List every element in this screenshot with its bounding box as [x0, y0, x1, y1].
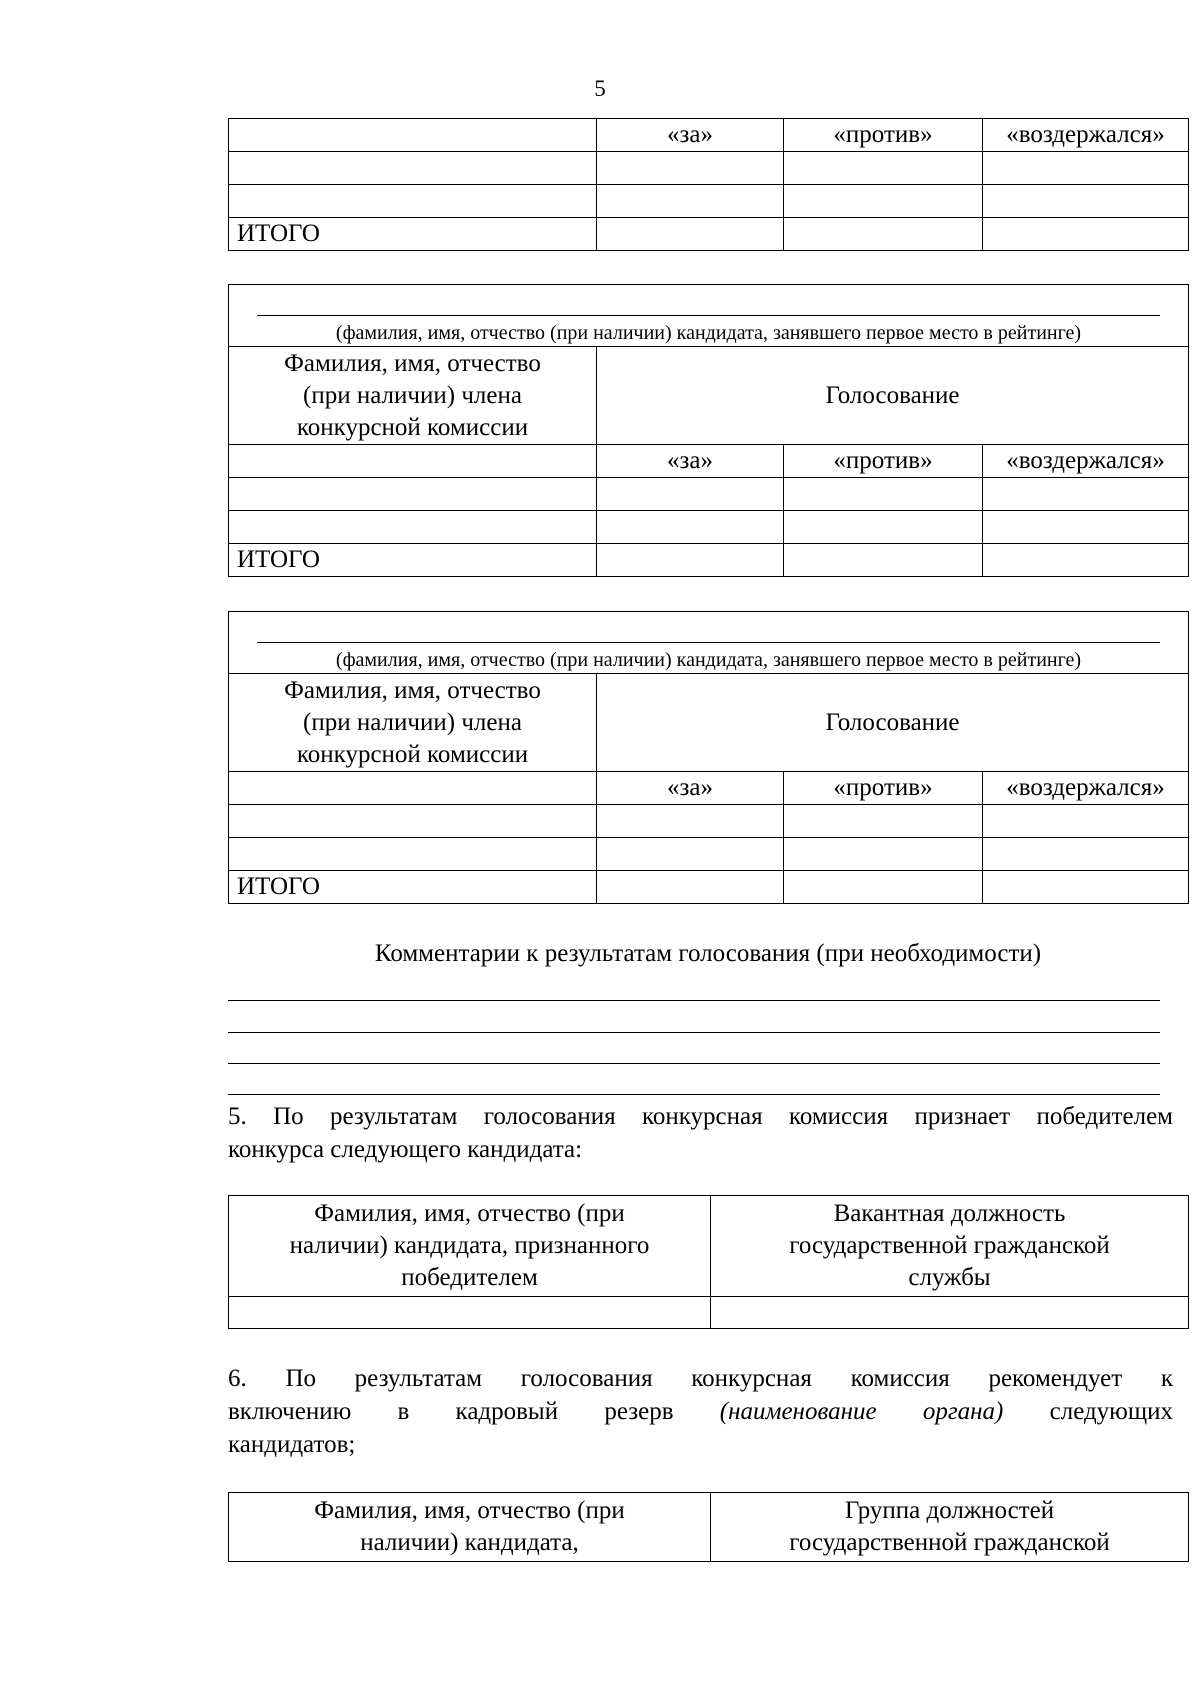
candidate-caption-cell [229, 612, 1189, 674]
header-row [229, 1196, 1189, 1297]
comment-line [228, 1032, 1160, 1033]
candidate-caption: (фамилия, имя, отчество (при наличии) кандидата, занявшего первое место в рейтинге) [335, 322, 1082, 344]
section-6-paragraph: 6. По результатам голосования конкурсная комиссия рекомендует к включению в кадровый резерв (наименование органа) следующих кандидатов; [228, 1365, 1173, 1458]
total-label: ИТОГО [229, 218, 597, 251]
table-row [229, 805, 1189, 838]
table-row [229, 152, 1189, 185]
member-header: Фамилия, имя, отчество (при наличии) члена конкурсной комиссии [229, 674, 597, 772]
total-label: ИТОГО [229, 544, 597, 577]
page-number: 5 [594, 76, 606, 101]
position-group-header: Группа должностей государственной гражданской [711, 1493, 1189, 1562]
header-row [229, 674, 1189, 772]
table-row [229, 838, 1189, 871]
total-row [229, 544, 1189, 577]
comment-line [228, 1094, 1160, 1095]
table-row [229, 511, 1189, 544]
table-row [229, 1297, 1189, 1329]
vote-header-row [229, 445, 1189, 478]
member-cell [229, 119, 597, 152]
candidate-caption-cell [229, 285, 1189, 347]
member-header: Фамилия, имя, отчество (при наличии) члена конкурсной комиссии [229, 347, 597, 445]
vote-header-row [229, 119, 1189, 152]
vote-for-header: «за» [597, 119, 784, 152]
vote-against-header: «против» [784, 772, 983, 805]
candidate-caption-row [229, 285, 1189, 347]
total-label: ИТОГО [229, 871, 597, 904]
winner-name-header: Фамилия, имя, отчество (при наличии) кандидата, признанного победителем [229, 1196, 711, 1297]
header-row [229, 347, 1189, 445]
vote-against-header: «против» [784, 119, 983, 152]
voting-table-candidate-2 [228, 611, 1189, 904]
voting-header: Голосование [597, 674, 1189, 772]
table-row [229, 185, 1189, 218]
table-row [229, 478, 1189, 511]
section-5-paragraph: 5. По результатам голосования конкурсная комиссия признает победителем конкурса следующего кандидата: [228, 1103, 1173, 1163]
comment-line [228, 1063, 1160, 1064]
voting-header: Голосование [597, 347, 1189, 445]
vote-for-header: «за» [597, 445, 784, 478]
vote-abstained-header: «воздержался» [983, 445, 1189, 478]
fill-in-line [257, 315, 1160, 316]
header-row [229, 1493, 1189, 1562]
total-row [229, 218, 1189, 251]
vote-header-row [229, 772, 1189, 805]
reserve-name-header: Фамилия, имя, отчество (при наличии) кандидата, [229, 1493, 711, 1562]
candidate-caption-row [229, 612, 1189, 674]
comments-title: Комментарии к результатам голосования (при необходимости) [374, 940, 1042, 967]
vacant-position-header: Вакантная должность государственной гражданской службы [711, 1196, 1189, 1297]
vote-against-header: «против» [784, 445, 983, 478]
vote-for-header: «за» [597, 772, 784, 805]
total-row [229, 871, 1189, 904]
winner-table [228, 1195, 1189, 1329]
vote-abstained-header: «воздержался» [983, 119, 1189, 152]
voting-table-candidate-1 [228, 284, 1189, 577]
section-6-line-2: включению в кадровый резерв (наименование органа) следующих [228, 1398, 1173, 1425]
fill-in-line [257, 642, 1160, 643]
vote-abstained-header: «воздержался» [983, 772, 1189, 805]
candidate-caption: (фамилия, имя, отчество (при наличии) кандидата, занявшего первое место в рейтинге) [335, 649, 1082, 671]
comment-line [228, 1000, 1160, 1001]
reserve-table [228, 1492, 1189, 1562]
voting-table-continued [228, 118, 1189, 251]
